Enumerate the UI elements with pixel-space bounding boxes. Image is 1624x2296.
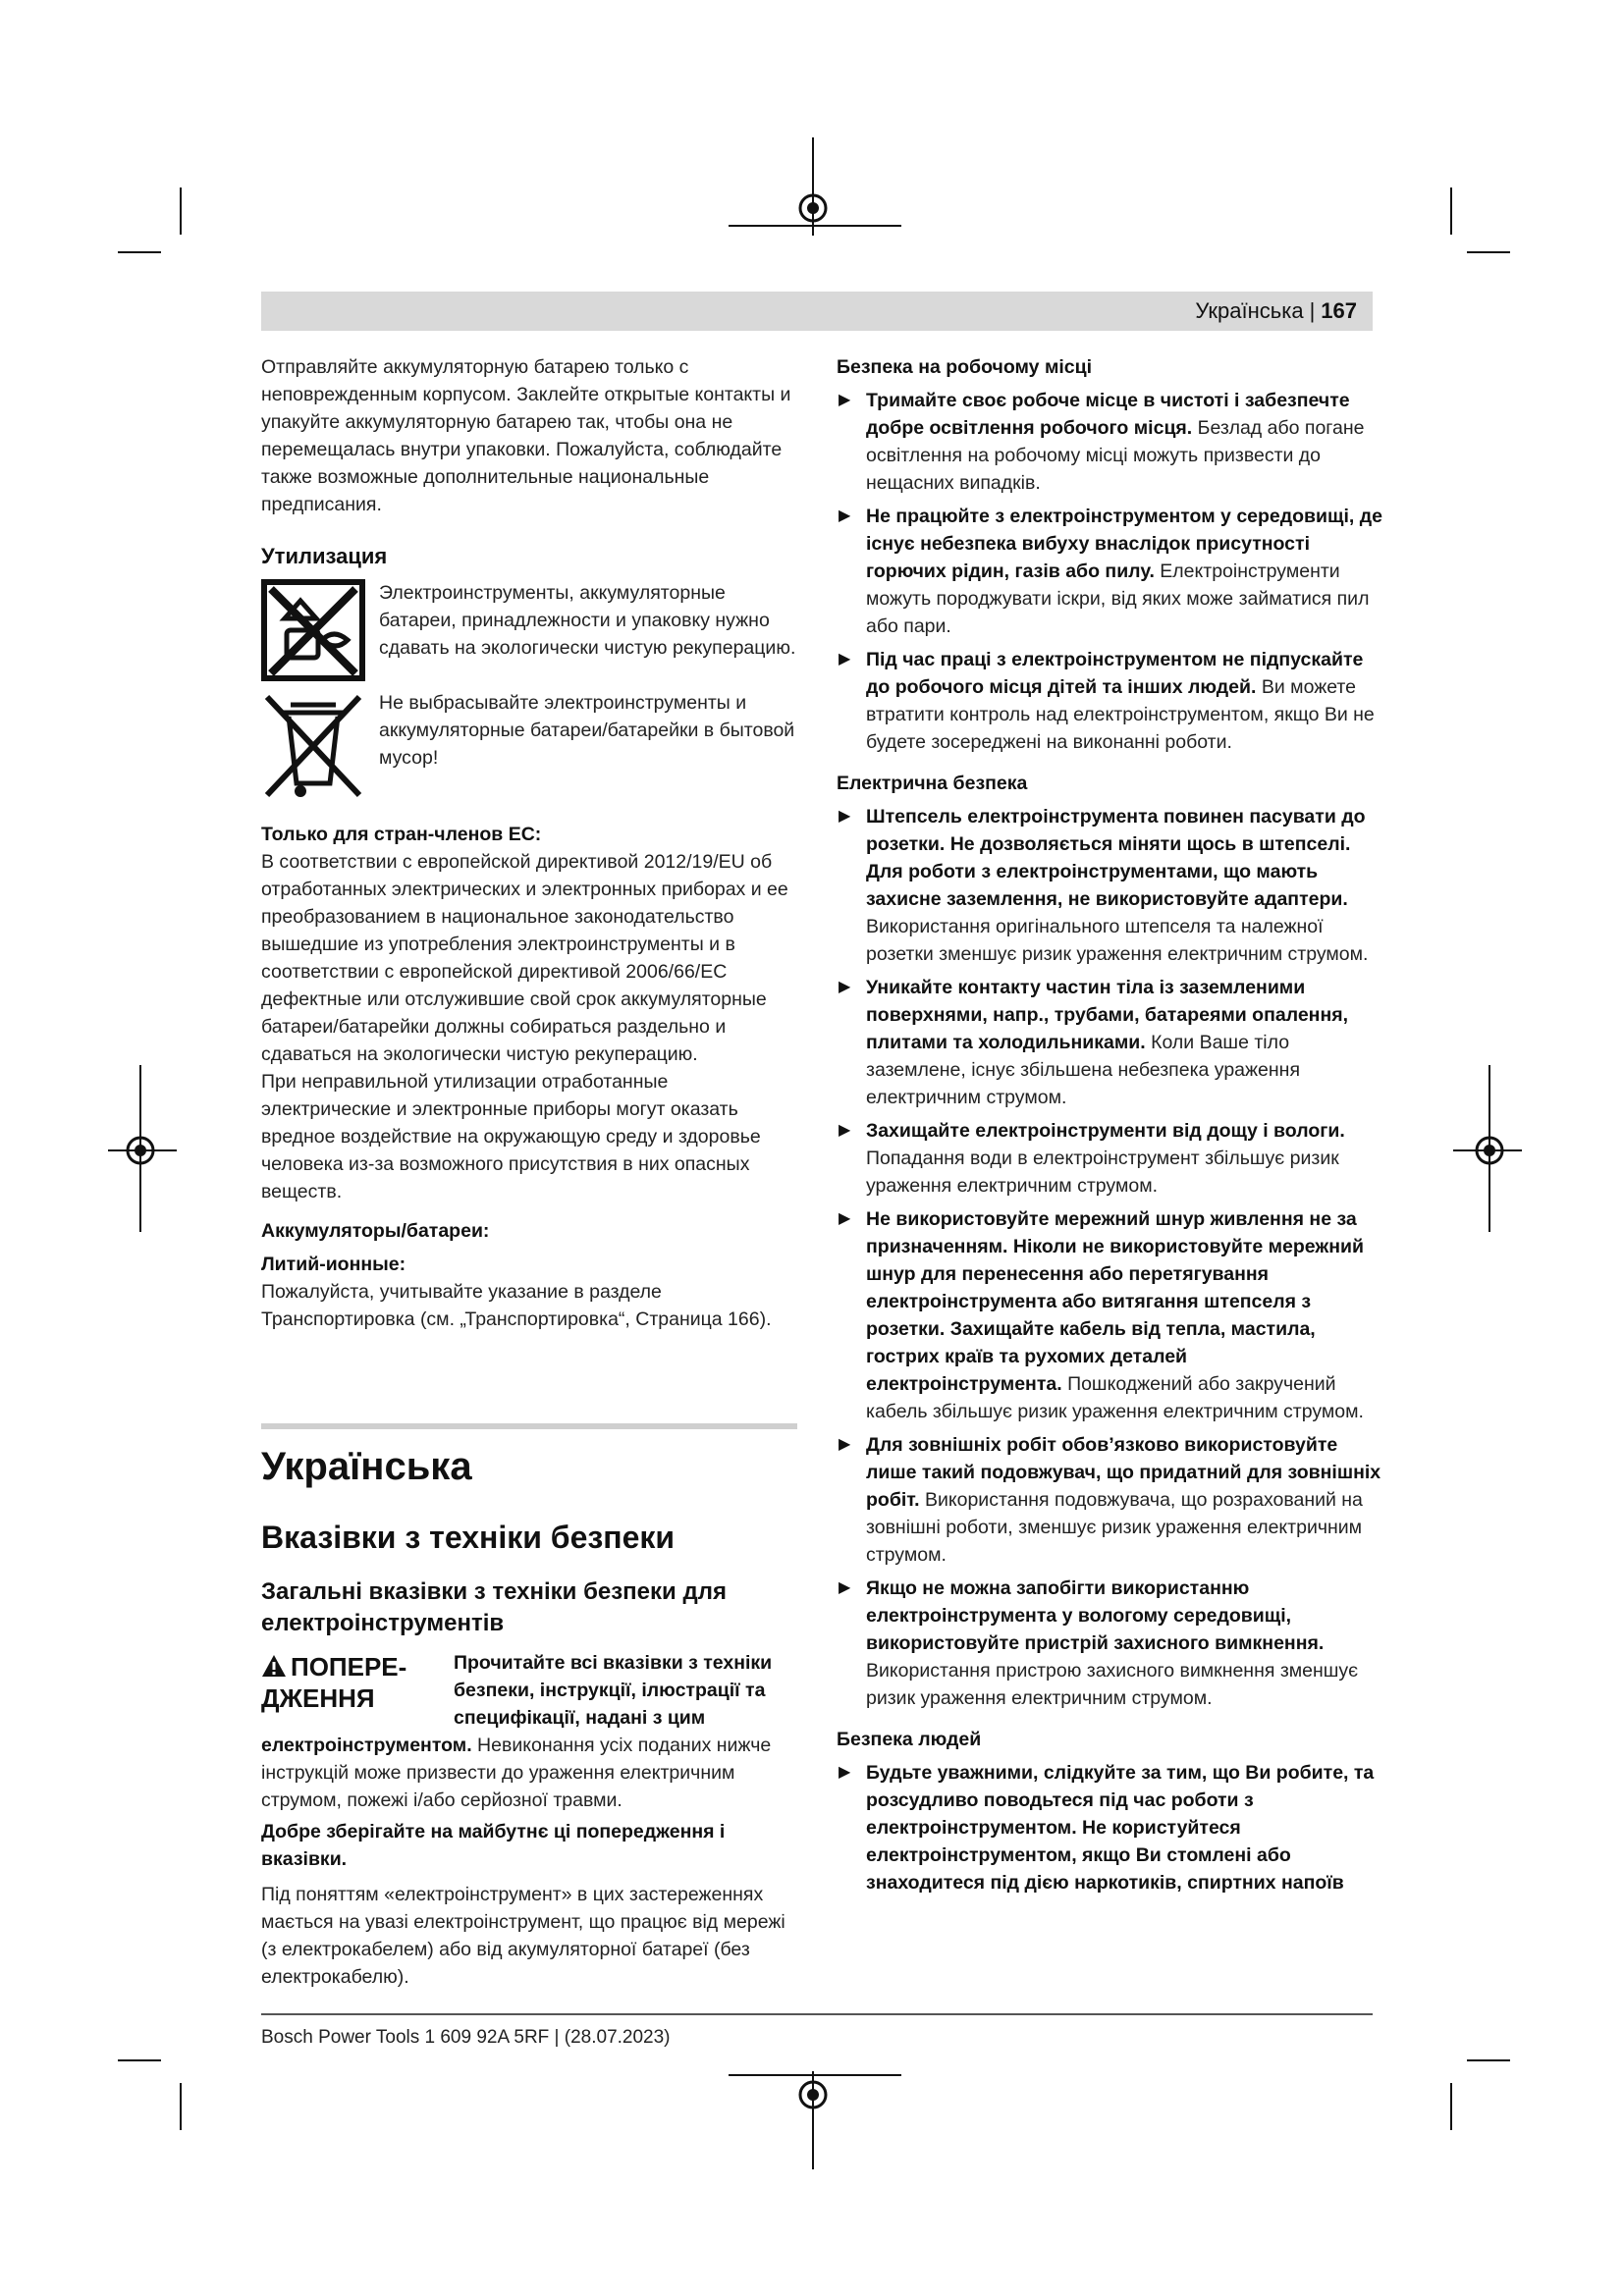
electrical-safety-heading: Електрична безпека <box>837 773 1028 794</box>
footer-text: Bosch Power Tools 1 609 92A 5RF | (28.07.2023) <box>261 2027 671 2048</box>
intro-paragraph: Отправляйте аккумуляторную батарею только с неповрежденным корпусом. Заклейте открытые контакты и упакуйте аккумуляторную батарею так, чтобы она не перемещалась внутри упаковки. Пожалуйста, соблюдайте также возможные дополнительные национальные предписания. <box>261 356 791 515</box>
registration-mark-icon <box>1453 1065 1522 1232</box>
header-language: Українська <box>1195 298 1304 323</box>
crop-mark <box>1467 251 1510 253</box>
list-item: ▶ Якщо не можна запобігти використанню електроінструмента у вологому середовищі, використовуйте пристрій захисного вимкнення. Використання пристрою захисного вимкнення зменшує ризик ураження електричним струмом. <box>839 1577 1359 1709</box>
bullet-triangle-icon: ▶ <box>839 392 851 408</box>
recycle-text: Электроинструменты, аккумуляторные батареи, принадлежности и упаковку нужно сдавать на экологически чистую рекуперацию. <box>379 582 796 659</box>
general-safety-title: Загальні вказівки з техніки безпеки для електроінструментів <box>261 1578 727 1636</box>
list-item: ▶ Будьте уважними, слідкуйте за тим, що Ви робите, та розсудливо поводьтеся під час роботи з електроінструментом. Не користуйтеся електроінструментом, якщо Ви стомлені або знаходитеся під дією наркотиків, спиртних напоїв <box>839 1762 1375 1894</box>
warning-label <box>261 1651 454 1714</box>
bullet-triangle-icon: ▶ <box>839 651 851 667</box>
personal-safety-heading: Безпека людей <box>837 1729 982 1750</box>
bullet-triangle-icon: ▶ <box>839 1436 851 1453</box>
utilization-heading: Утилизация <box>261 544 388 568</box>
right-column <box>837 353 1382 1896</box>
section-divider <box>261 1423 797 1429</box>
bullet-triangle-icon: ▶ <box>839 1579 851 1596</box>
registration-mark-icon <box>729 137 901 236</box>
recycle-row <box>261 579 797 681</box>
warning-lead: Прочитайте всі вказівки з техніки безпеки, інструкції, ілюстрації та специфікації, надані з цим електроінструментом. <box>261 1652 773 1756</box>
term-definition: Під поняттям «електроінструмент» в цих застереженнях мається на увазі електроінструмент, що працює від мережі (з електрокабелем) або від акумуляторної батареї (без електрокабелю). <box>261 1884 785 1988</box>
eu-heading: Только для стран-членов ЕС: <box>261 824 542 845</box>
crop-mark <box>1450 2083 1452 2130</box>
list-item: ▶ Для зовнішніх робіт обов’язково використовуйте лише такий подовжувач, що придатний для зовнішніх робіт. Використання подовжувача, що розрахований на зовнішні роботи, зменшує ризик ураження електричним струмом. <box>839 1434 1381 1566</box>
list-item: ▶ Під час праці з електроінструментом не підпускайте до робочого місця дітей та інших людей. Ви можете втратити контроль над електроінструментом, якщо Ви не будете зосереджені на виконанні роботи. <box>839 649 1375 753</box>
liion-heading: Литий-ионные: <box>261 1254 406 1275</box>
liion-text: Пожалуйста, учитывайте указание в разделе Транспортировка (см. „Транспортировка“, Страница 166). <box>261 1281 772 1330</box>
crop-mark <box>180 187 182 235</box>
work-area-heading: Безпека на робочому місці <box>837 356 1093 378</box>
crop-mark <box>180 2083 182 2130</box>
eu-paragraph-2: При неправильной утилизации отработанные электрические и электронные приборы могут оказать вредное воздействие на окружающую среду и здоровье человека из-за возможного присутствия в них опасных веществ. <box>261 1071 761 1202</box>
registration-mark-icon <box>108 1065 177 1232</box>
footer-divider <box>261 2013 1373 2015</box>
bullet-triangle-icon: ▶ <box>839 808 851 825</box>
bullet-triangle-icon: ▶ <box>839 507 851 524</box>
eu-paragraph-1: В соответствии с европейской директивой 2012/19/EU об отработанных электрических и электронных приборах и ее преобразованием в национальное законодательство вышедшие из употребления электроинструменты и в соответствии с европейской директивой 2006/66/EC дефектные или отслужившие свой срок аккумуляторные батареи/батарейки должны собираться раздельно и сдаваться на экологически чистую рекуперацию. <box>261 851 788 1065</box>
crossed-bin-icon <box>261 689 365 791</box>
language-title: Українська <box>261 1445 472 1488</box>
list-item: ▶ Захищайте електроінструменти від дощу і вологи. Попадання води в електроінструмент збільшує ризик ураження електричним струмом. <box>839 1120 1345 1197</box>
bin-text: Не выбрасывайте электроинструменты и аккумуляторные батареи/батарейки в бытовой мусор! <box>379 692 795 769</box>
warning-label-text: ПОПЕРЕ-ДЖЕННЯ <box>261 1652 407 1713</box>
header-text: Українська | 167 <box>1195 298 1357 323</box>
list-item: ▶ Тримайте своє робоче місце в чистоті і забезпечте добре освітлення робочого місця. Безлад або погане освітлення на робочому місці можуть призвести до нещасних випадків. <box>839 390 1365 494</box>
batteries-heading: Аккумуляторы/батареи: <box>261 1220 490 1242</box>
bullet-triangle-icon: ▶ <box>839 1764 851 1781</box>
list-item: ▶ Штепсель електроінструмента повинен пасувати до розетки. Не дозволяється міняти щось в штепселі. Для роботи з електроінструментами, що мають захисне заземлення, не використовуйте адаптери. Використання оригінального штепселя та належної розетки зменшує ризик ураження електричним струмом. <box>839 806 1369 965</box>
keep-instructions: Добре зберігайте на майбутнє ці попередження і вказівки. <box>261 1821 726 1870</box>
warning-triangle-icon <box>261 1654 287 1678</box>
bin-row <box>261 689 797 791</box>
crop-mark <box>1450 187 1452 235</box>
list-item: ▶ Уникайте контакту частин тіла із заземленими поверхнями, напр., трубами, батареями опалення, плитами та холодильниками. Коли Ваше тіло заземлене, існує збільшена небезпека ураження електричним струмом. <box>839 977 1349 1108</box>
bullet-triangle-icon: ▶ <box>839 979 851 995</box>
bullet-triangle-icon: ▶ <box>839 1210 851 1227</box>
safety-title: Вказівки з техніки безпеки <box>261 1520 676 1555</box>
page-header <box>261 292 1373 331</box>
warning-block <box>261 1649 797 1814</box>
list-item: ▶ Не працюйте з електроінструментом у середовищі, де існує небезпека вибуху внаслідок присутності горючих рідин, газів або пилу. Електроінструменти можуть породжувати іскри, від яких може займатися пил або пари. <box>839 506 1382 637</box>
left-column <box>261 353 797 1991</box>
no-recycle-symbol-icon <box>261 579 365 681</box>
crop-mark <box>118 251 161 253</box>
crop-mark <box>118 2059 161 2061</box>
page-number: 167 <box>1321 298 1357 323</box>
list-item: ▶ Не використовуйте мережний шнур живлення не за призначенням. Ніколи не використовуйте мережний шнур для перенесення або перетягування електроінструмента або витягання штепселя з розетки. Захищайте кабель від тепла, мастила, гострих країв та рухомих деталей електроінструмента. Пошкоджений або закручений кабель збільшує ризик ураження електричним струмом. <box>839 1208 1364 1422</box>
bullet-triangle-icon: ▶ <box>839 1122 851 1139</box>
warning-text: Невиконання усіх поданих нижче інструкцій може призвести до ураження електричним струмом, пожежі і/або серйозної травми. <box>261 1735 772 1811</box>
crop-mark <box>1467 2059 1510 2061</box>
registration-mark-icon <box>729 2071 901 2169</box>
